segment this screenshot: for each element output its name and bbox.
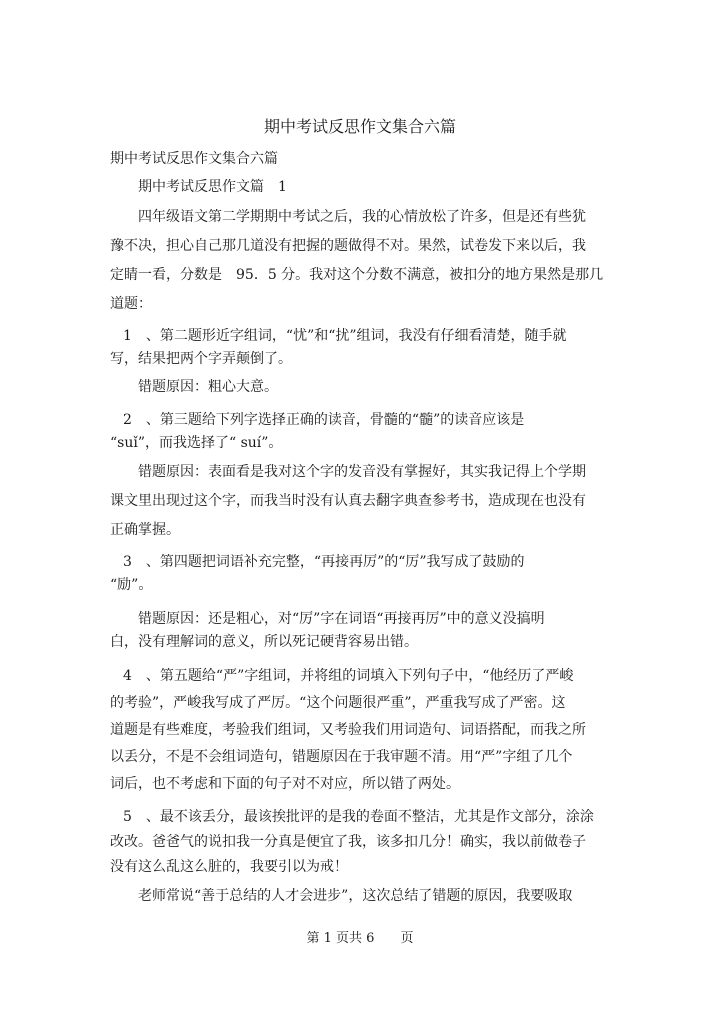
page-footer: 第 1 页共 6 页 [306,931,414,946]
item-line: 词后，也不考虑和下面的句子对不对应，所以错了两处。 [110,776,460,792]
intro-line: 道题： [110,296,152,312]
item-line: 没有这么乱这么脏的，我要引以为戒！ [110,859,348,875]
item-line: 道题是有些难度，考验我们组词，又考验我们用词造句、词语搭配，而我之所 [110,722,586,738]
intro-line: 定睛一看，分数是 95．5 分。我对这个分数不满意，被扣分的地方果然是那几 [110,267,604,283]
item-line: 1 、第二题形近字组词，“忧”和“扰”组词，我没有仔细看清楚，随手就 [123,328,567,344]
item-line: 以丢分，不是不会组词造句，错题原因在于我审题不清。用“严”字组了几个 [110,749,573,765]
reason-1: 错题原因：粗心大意。 [138,379,278,395]
item-line: “励”。 [110,577,153,593]
page-title: 期中考试反思作文集合六篇 [263,117,456,136]
item-line: 改改。爸爸气的说扣我一分真是便宜了我，该多扣几分！确实，我以前做卷子 [110,834,586,850]
reason-line: 错题原因：表面看是我对这个字的发音没有掌握好，其实我记得上个学期 [138,464,586,480]
reason-line: 课文里出现过这个字，而我当时没有认真去翻字典查参考书，造成现在也没有 [110,493,586,509]
item-line: 2 、第三题给下列字选择正确的读音，骨髓的“髓”的读音应该是 [123,412,525,428]
closing-line: 老师常说“善于总结的人才会进步”，这次总结了错题的原因，我要吸取 [138,888,573,904]
item-line: 3 、第四题把词语补充完整，“再接再厉”的“厉”我写成了鼓励的 [123,554,525,570]
item-line: 的考验”，严峻我写成了严厉。“这个问题很严重”，严重我写成了严密。这 [110,695,566,711]
item-line: “suǐ”，而我选择了“ suí”。 [110,435,283,451]
item-line: 5 、最不该丢分，最该挨批评的是我的卷面不整洁，尤其是作文部分，涂涂 [123,809,594,825]
reason-line: 错题原因：还是粗心，对“厉”字在词语“再接再厉”中的意义没搞明 [138,611,545,627]
item-line: 写，结果把两个字弄颠倒了。 [110,351,292,367]
intro-line: 豫不决，担心自己那几道没有把握的题做得不对。果然，试卷发下来以后，我 [110,238,586,254]
item-line: 4 、第五题给“严”字组词，并将组的词填入下列句子中，“他经历了严峻 [123,668,574,684]
section-heading: 期中考试反思作文篇 1 [138,179,287,195]
intro-line: 四年级语文第二学期期中考试之后，我的心情放松了许多，但是还有些犹 [138,209,586,225]
reason-line: 正确掌握。 [110,522,180,538]
subtitle: 期中考试反思作文集合六篇 [110,151,278,167]
reason-line: 白，没有理解词的意义，所以死记硬背容易出错。 [110,634,418,650]
